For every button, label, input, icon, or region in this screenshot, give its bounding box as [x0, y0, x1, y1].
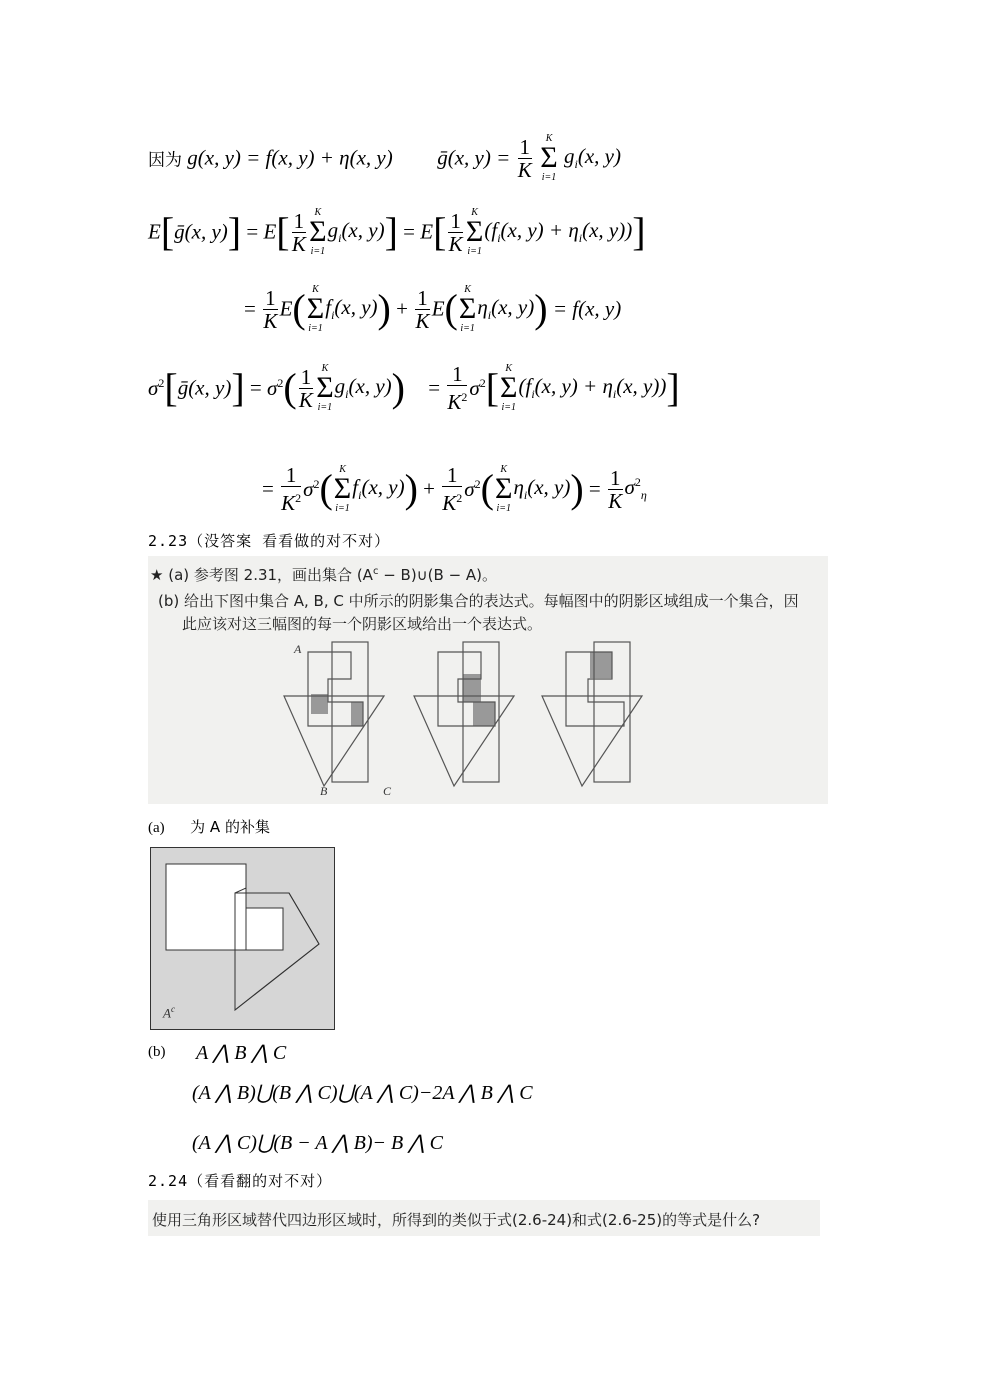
scanned-problem-223 — [148, 556, 828, 804]
fraction: $\frac{1}{K}$ — [517, 134, 532, 182]
answer-a-label: (a) — [148, 820, 165, 836]
set-expression-1: A ⋀ B ⋀ C — [196, 1042, 287, 1064]
expectation-line-2: = $\frac{1}{K}$ E( K Σ i=1 $f_i(x$, y)) + $\frac{1}{K}$ E( K Σ i=1 $\eta_i(x$, y)) = f(x, y) — [244, 284, 622, 334]
venn-figure-2 — [414, 642, 514, 786]
complement-label: $A^c$ — [163, 1004, 175, 1021]
summation: K Σ i=1 — [540, 133, 558, 183]
venn-figure-3 — [542, 642, 642, 786]
venn-figures — [148, 556, 828, 804]
scan-line-224: 使用三角形区域替代四边形区域时，所得到的类似于式(2.6-24)和式(2.6-25)的等式是什么? — [152, 1211, 761, 1229]
set-expression-3: (A ⋀ C)⋃(B − A ⋀ B)− B ⋀ C — [192, 1132, 443, 1154]
fig-label-a: A — [294, 642, 302, 656]
equation-g-def: g(x, y) = f(x, y) + η(x, y) — [187, 145, 393, 170]
answer-a-line — [148, 816, 270, 837]
intro-prefix: 因为 — [148, 150, 182, 170]
scan-line-b1: (b) 给出下图中集合 A, B, C 中所示的阴影集合的表达式。每幅图中的阴影区域组成一个集合，因 — [158, 592, 799, 610]
fig-label-b: B — [320, 784, 328, 798]
scanned-problem-224 — [148, 1200, 820, 1236]
expectation-line-1: E[ḡ(x, y)] = E[ $\frac{1}{K}$ K Σ i=1 $g_i(x$, y)] = E[ $\frac{1}{K}$ K Σ i=1 ($f_i(x$, $y) + \eta_i(x$, y))] — [148, 207, 646, 257]
intro-equation-line: 因为 g(x, y) = f(x, y) + η(x, y) ḡ(x, y) = $\frac{1}{K}$ K Σ i=1 $g_i(x$, y) — [148, 133, 621, 183]
equation-gbar-def: ḡ(x, y) = — [437, 145, 511, 170]
fig-label-c: C — [383, 784, 392, 798]
complement-shapes — [151, 848, 334, 1029]
venn-figure-1 — [284, 642, 384, 786]
scan-line-b2: 此应该对这三幅图的每一个阴影区域给出一个表达式。 — [182, 615, 543, 633]
variance-line-1: $\sigma^2[ḡ(x$, $y)] = \sigma^2$( $\frac{1}{K}$ K Σ i=1 $g_i(x$, y)) = $\frac{1}{K^2}$ $\sigma^2$[ K Σ i=1 ($f_i(x$, $y) + \eta_i(x$, y))] — [148, 362, 680, 414]
scan-line-a: ★ (a) 参考图 2.31，画出集合 ($A^c$ − B)∪(B − A)。 — [150, 566, 498, 584]
section-224-heading: 2.24（看看翻的对不对） — [148, 1172, 333, 1190]
complement-figure — [150, 847, 335, 1030]
set-expression-2: (A ⋀ B)⋃(B ⋀ C)⋃(A ⋀ C)−2A ⋀ B ⋀ C — [192, 1082, 533, 1104]
variance-line-2: = $\frac{1}{K^2}$ $\sigma^2$( K Σ i=1 $f_i(x$, y)) + $\frac{1}{K^2}$ $\sigma^2$( K Σ i=1 $\eta_i(x$, y)) = $\frac{1}{K}$ $\sigma^2_\eta$ — [262, 463, 647, 515]
section-223-heading: 2.23（没答案 看看做的对不对） — [148, 532, 391, 550]
answer-a-text: 为 A 的补集 — [190, 818, 270, 836]
answer-b-label: (b) — [148, 1044, 166, 1060]
